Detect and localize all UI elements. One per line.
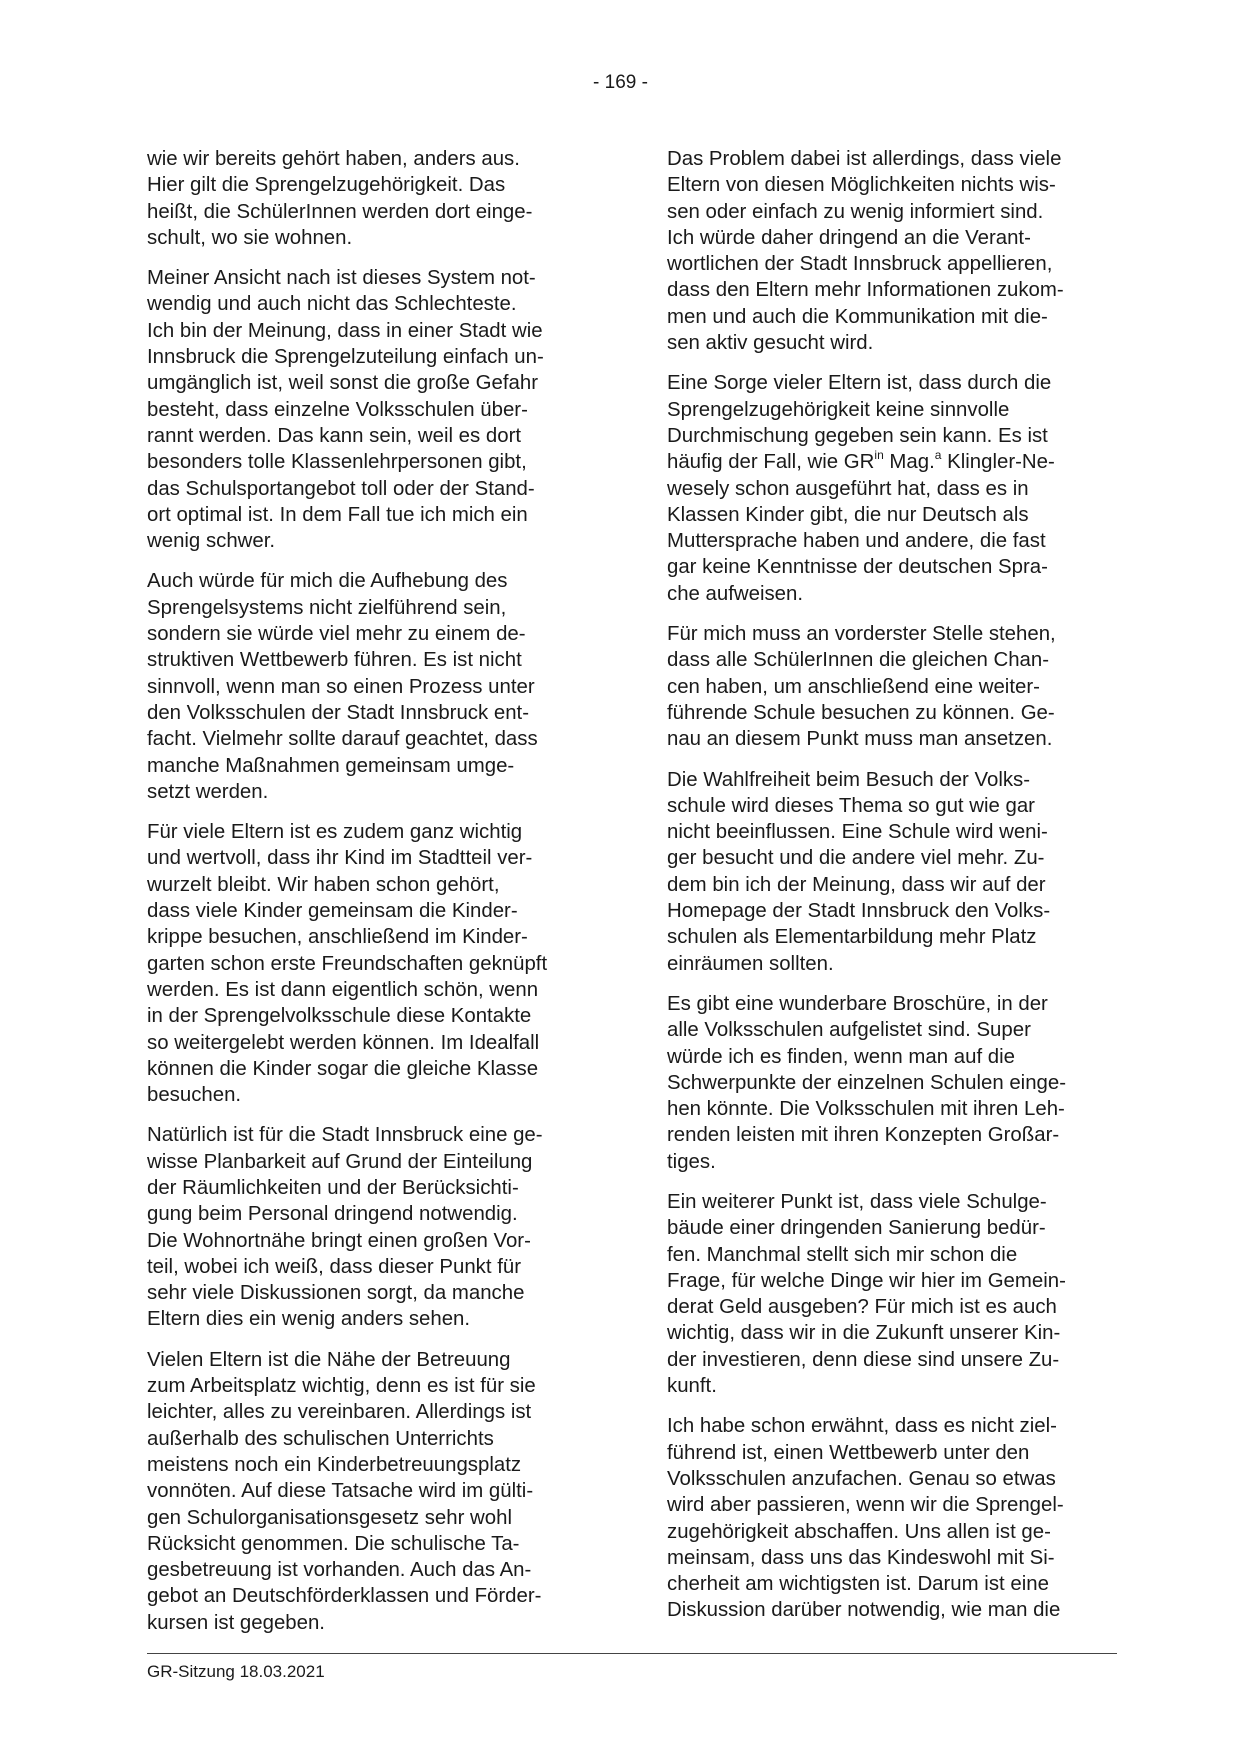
footer-session-date: GR-Sitzung 18.03.2021	[147, 1662, 325, 1681]
superscript-a: a	[934, 448, 942, 463]
paragraph-text-middle: Mag.	[883, 451, 935, 474]
paragraph: wie wir bereits gehört haben, anders aus. Hier gilt die Sprengelzugehörigkeit. Das heißt, die SchülerInnen werden dort einge- schult, wo sie wohnen.	[147, 148, 533, 249]
paragraph: Ein weiterer Punkt ist, dass viele Schulge- bäude einer dringenden Sanierung bedür- fen. Manchmal stellt sich mir schon die Frage, für welche Dinge wir hier im Gemein- derat Geld ausgeben? Für mich ist es auch wichtig, dass wir in die Zukunft unserer Kin- der investieren, denn diese sind unsere Zu- kunft.	[667, 1190, 1066, 1398]
page-number: - 169 -	[593, 72, 648, 93]
paragraph: Es gibt eine wunderbare Broschüre, in der alle Volksschulen aufgelistet sind. Super würde ich es finden, wenn man auf die Schwerpunkte der einzelnen Schulen einge- hen könnte. Die Volksschulen mit ihren Leh- renden leisten mit ihren Konzepten Großar- tiges.	[667, 992, 1067, 1173]
paragraph: Für mich muss an vorderster Stelle stehen, dass alle SchülerInnen die gleichen Chan- cen haben, um anschließend eine weiter- führende Schule besuchen zu können. Ge- nau an diesem Punkt muss man ansetzen.	[667, 623, 1056, 751]
paragraph-text-after: Klingler-Ne- wesely schon ausgeführt hat, dass es in Klassen Kinder gibt, die nur Deutsch als Muttersprache haben und andere, die fast gar keine Kenntnisse der deutschen Spra- che aufweisen.	[667, 451, 1055, 605]
superscript-in: in	[874, 448, 884, 463]
paragraph: Für viele Eltern ist es zudem ganz wichtig und wertvoll, dass ihr Kind im Stadtteil ver- wurzelt bleibt. Wir haben schon gehört, dass viele Kinder gemeinsam die Kinder- krippe besuchen, anschließend im Kinder- garten schon erste Freundschaften geknüpft werden. Es ist dann eigentlich schön, wenn in der Sprengelvolksschule diese Kontakte so weitergelebt werden können. Im Idealfall können die Kinder sogar die gleiche Klasse besuchen.	[147, 821, 548, 1107]
paragraph-text-before: Eine Sorge vieler Eltern ist, dass durch die Sprengelzugehörigkeit keine sinnvolle Durchmischung gegeben sein kann. Es ist häufig der Fall, wie GR	[667, 372, 1052, 474]
paragraph: Natürlich ist für die Stadt Innsbruck eine ge- wisse Planbarkeit auf Grund der Einteilung der Räumlichkeiten und der Berücksichti- gung beim Personal dringend notwendig. Die Wohnortnähe bringt einen großen Vor- teil, wobei ich weiß, dass dieser Punkt für sehr viele Diskussionen sorgt, da manche Eltern dies ein wenig anders sehen.	[147, 1124, 543, 1331]
right-column	[667, 146, 1107, 1638]
paragraph: Vielen Eltern ist die Nähe der Betreuung zum Arbeitsplatz wichtig, denn es ist für sie leichter, alles zu vereinbaren. Allerdings ist außerhalb des schulischen Unterrichts meistens noch ein Kinderbetreuungsplatz vonnöten. Auf diese Tatsache wird im gülti- gen Schulorganisationsgesetz sehr wohl Rücksicht genommen. Die schulische Ta- gesbetreuung ist vorhanden. Auch das An- gebot an Deutschförderklassen und Förder- kursen ist gegeben.	[147, 1348, 542, 1634]
paragraph: Ich habe schon erwähnt, dass es nicht ziel- führend ist, einen Wettbewerb unter den Volksschulen anzufachen. Genau so etwas wird aber passieren, wenn wir die Sprengel- zugehörigkeit abschaffen. Uns allen ist ge- meinsam, dass uns das Kindeswohl mit Si- cherheit am wichtigsten ist. Darum ist eine Diskussion darüber notwendig, wie man die	[667, 1415, 1064, 1622]
footer-divider	[147, 1653, 1117, 1654]
left-column	[147, 146, 587, 1650]
paragraph: Auch würde für mich die Aufhebung des Sprengelsystems nicht zielführend sein, sondern sie würde viel mehr zu einem de- struktiven Wettbewerb führen. Es ist nicht sinnvoll, wenn man so einen Prozess unter den Volksschulen der Stadt Innsbruck ent- facht. Vielmehr sollte darauf geachtet, dass manche Maßnahmen gemeinsam umge- setzt werden.	[147, 570, 538, 803]
paragraph-with-superscripts	[667, 370, 1107, 607]
paragraph: Das Problem dabei ist allerdings, dass viele Eltern von diesen Möglichkeiten nichts wis- sen oder einfach zu wenig informiert sind. Ich würde daher dringend an die Verant- wortlichen der Stadt Innsbruck appellieren, dass den Eltern mehr Informationen zukom- men und auch die Kommunikation mit die- sen aktiv gesucht wird.	[667, 148, 1064, 355]
paragraph: Die Wahlfreiheit beim Besuch der Volks- schule wird dieses Thema so gut wie gar nicht beeinflussen. Eine Schule wird weni- ger besucht und die andere viel mehr. Zu- dem bin ich der Meinung, dass wir auf der Homepage der Stadt Innsbruck den Volks- schulen als Elementarbildung mehr Platz einräumen sollten.	[667, 768, 1051, 975]
paragraph: Meiner Ansicht nach ist dieses System not- wendig und auch nicht das Schlechteste. Ich bin der Meinung, dass in einer Stadt wie Innsbruck die Sprengelzuteilung einfach un- umgänglich ist, weil sonst die große Gefahr besteht, dass einzelne Volksschulen über- rannt werden. Das kann sein, weil es dort besonders tolle Klassenlehrpersonen gibt, das Schulsportangebot toll oder der Stand- ort optimal ist. In dem Fall tue ich mich ein wenig schwer.	[147, 267, 544, 553]
